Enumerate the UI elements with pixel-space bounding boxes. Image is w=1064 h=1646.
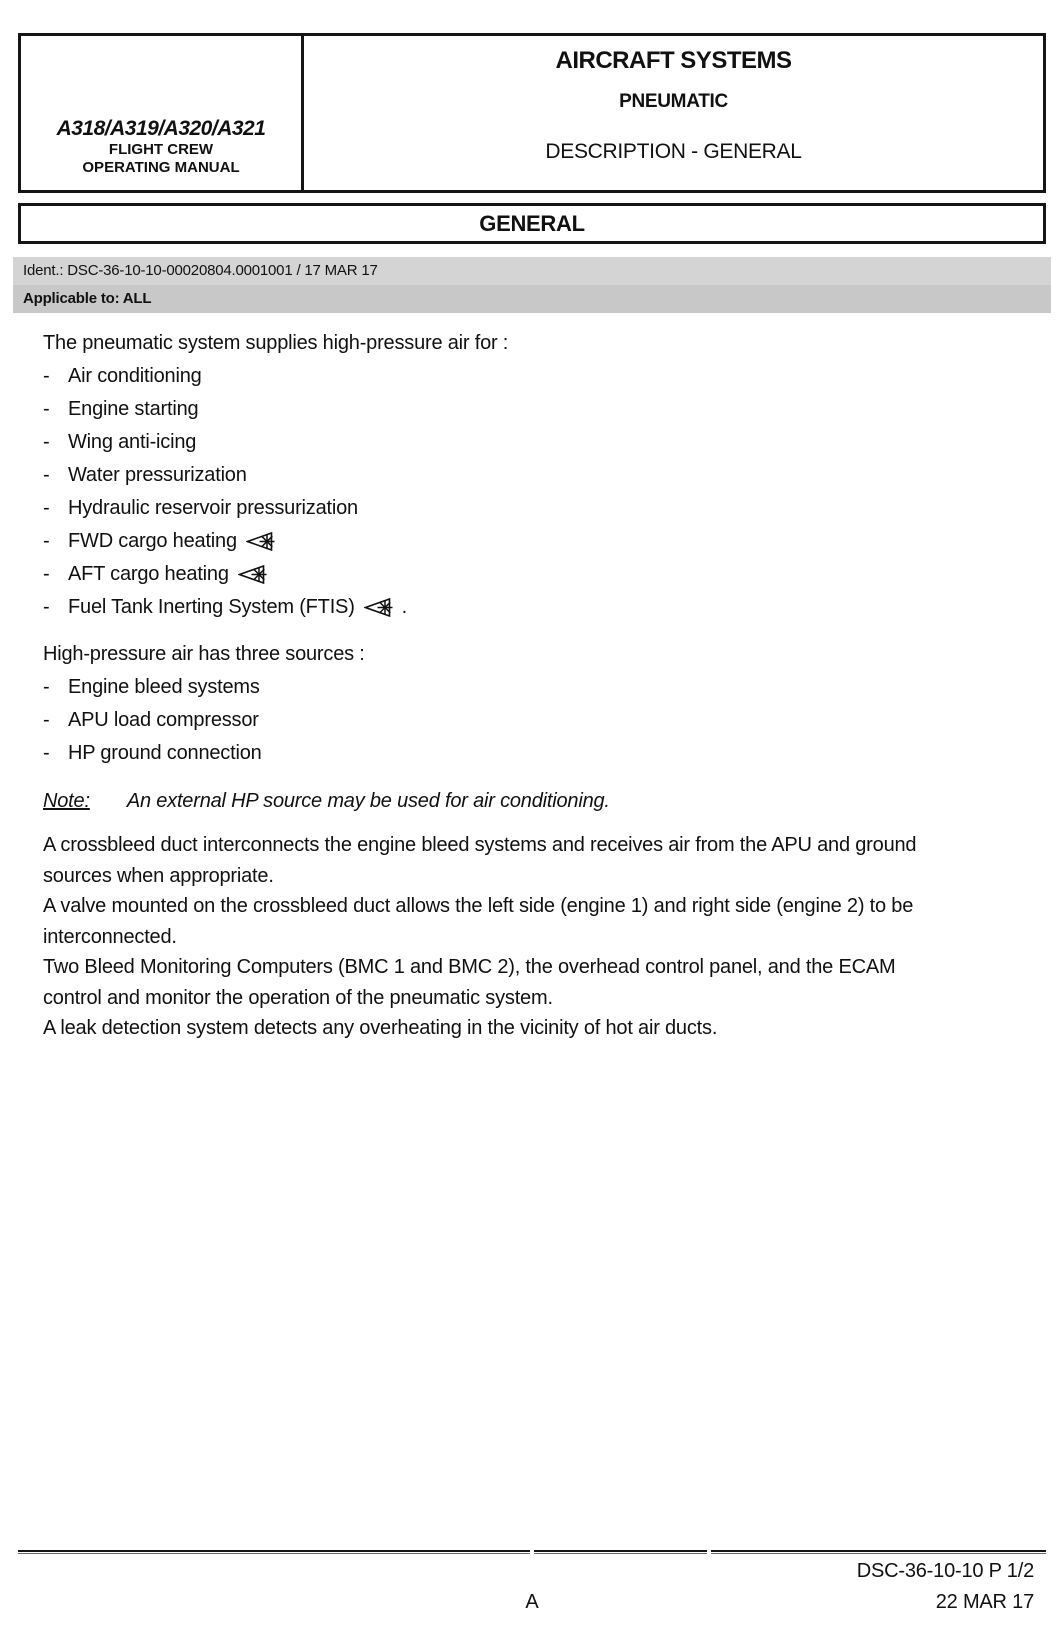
paragraph-line: A valve mounted on the crossbleed duct allows the left side (engine 1) and right side (engine 2) to be [43, 895, 914, 917]
footer-rule-gap [530, 1550, 534, 1554]
aircraft-models: A318/A319/A320/A321 [56, 117, 266, 140]
chapter-subtitle: PNEUMATIC [619, 91, 728, 112]
section-title: DESCRIPTION - GENERAL [545, 140, 802, 163]
list-item [43, 671, 1026, 704]
paragraph-line: A leak detection system detects any overheating in the vicinity of hot air ducts. [43, 1017, 718, 1039]
paragraph-line: interconnected. [43, 925, 177, 948]
dash-bullet: - [43, 398, 50, 420]
dash-bullet: - [43, 742, 50, 764]
manual-identity-cell [21, 36, 304, 190]
applicability-triangle-icon [238, 564, 269, 585]
dash-bullet: - [43, 596, 50, 618]
manual-name-line1: FLIGHT CREW [108, 141, 214, 158]
list-item [43, 591, 1026, 624]
footer-rule-gap [707, 1550, 711, 1554]
list-item-label: Water pressurization [68, 464, 247, 486]
list-item-suffix: . [401, 596, 408, 618]
list-item [43, 459, 1026, 492]
dash-bullet: - [43, 530, 50, 552]
list-item [43, 525, 1026, 558]
list-item [43, 360, 1026, 393]
note-text: An external HP source may be used for air conditioning. [126, 790, 610, 812]
list-item-label: Air conditioning [68, 365, 202, 387]
supply-intro: The pneumatic system supplies high-pressure air for : [43, 332, 509, 354]
ident-block [13, 257, 1051, 313]
footer-date: 22 MAR 17 [935, 1591, 1034, 1613]
dash-bullet: - [43, 563, 50, 585]
dash-bullet: - [43, 497, 50, 519]
ident-reference: Ident.: DSC-36-10-10-00020804.0001001 / 17 MAR 17 [13, 257, 1051, 285]
list-item-label: APU load compressor [68, 709, 259, 731]
note [43, 785, 1026, 817]
chapter-title: AIRCRAFT SYSTEMS [555, 47, 792, 74]
manual-name-line2: OPERATING MANUAL [82, 159, 240, 176]
list-item [43, 558, 1026, 591]
dash-bullet: - [43, 464, 50, 486]
list-item [43, 393, 1026, 426]
paragraph-line: sources when appropriate. [43, 864, 274, 887]
note-label: Note: [43, 790, 90, 812]
description-paragraphs [43, 830, 1026, 1044]
document-header [18, 33, 1046, 193]
supply-list [43, 360, 1026, 624]
dash-bullet: - [43, 365, 50, 387]
chapter-title-cell [304, 36, 1043, 190]
applicability-triangle-icon [364, 597, 395, 618]
paragraph-line: Two Bleed Monitoring Computers (BMC 1 and BMC 2), the overhead control panel, and the ECAM [43, 956, 896, 978]
list-item-label: Hydraulic reservoir pressurization [68, 497, 358, 519]
list-item [43, 737, 1026, 770]
general-banner: GENERAL [18, 203, 1046, 244]
list-item [43, 492, 1026, 525]
applicability-triangle-icon [246, 531, 277, 552]
footer-revision-letter: A [525, 1591, 539, 1613]
sources-list [43, 671, 1026, 770]
applicability-line: Applicable to: ALL [13, 285, 1051, 313]
sources-intro: High-pressure air has three sources : [43, 643, 365, 665]
list-item-label: HP ground connection [68, 742, 262, 764]
list-item-label: FWD cargo heating [68, 530, 237, 552]
dash-bullet: - [43, 709, 50, 731]
paragraph-line: control and monitor the operation of the pneumatic system. [43, 986, 553, 1009]
footer-document-reference: DSC-36-10-10 P 1/2 [856, 1560, 1034, 1582]
list-item [43, 426, 1026, 459]
body-content [43, 327, 1026, 1044]
dash-bullet: - [43, 676, 50, 698]
list-item [43, 704, 1026, 737]
paragraph-line: A crossbleed duct interconnects the engine bleed systems and receives air from the APU and ground [43, 834, 917, 856]
list-item-label: Engine bleed systems [68, 676, 260, 698]
list-item-label: Wing anti-icing [68, 431, 197, 453]
list-item-label: AFT cargo heating [68, 563, 229, 585]
list-item-label: Engine starting [68, 398, 199, 420]
footer-rule [18, 1550, 1046, 1554]
list-item-label: Fuel Tank Inerting System (FTIS) [68, 596, 355, 618]
dash-bullet: - [43, 431, 50, 453]
